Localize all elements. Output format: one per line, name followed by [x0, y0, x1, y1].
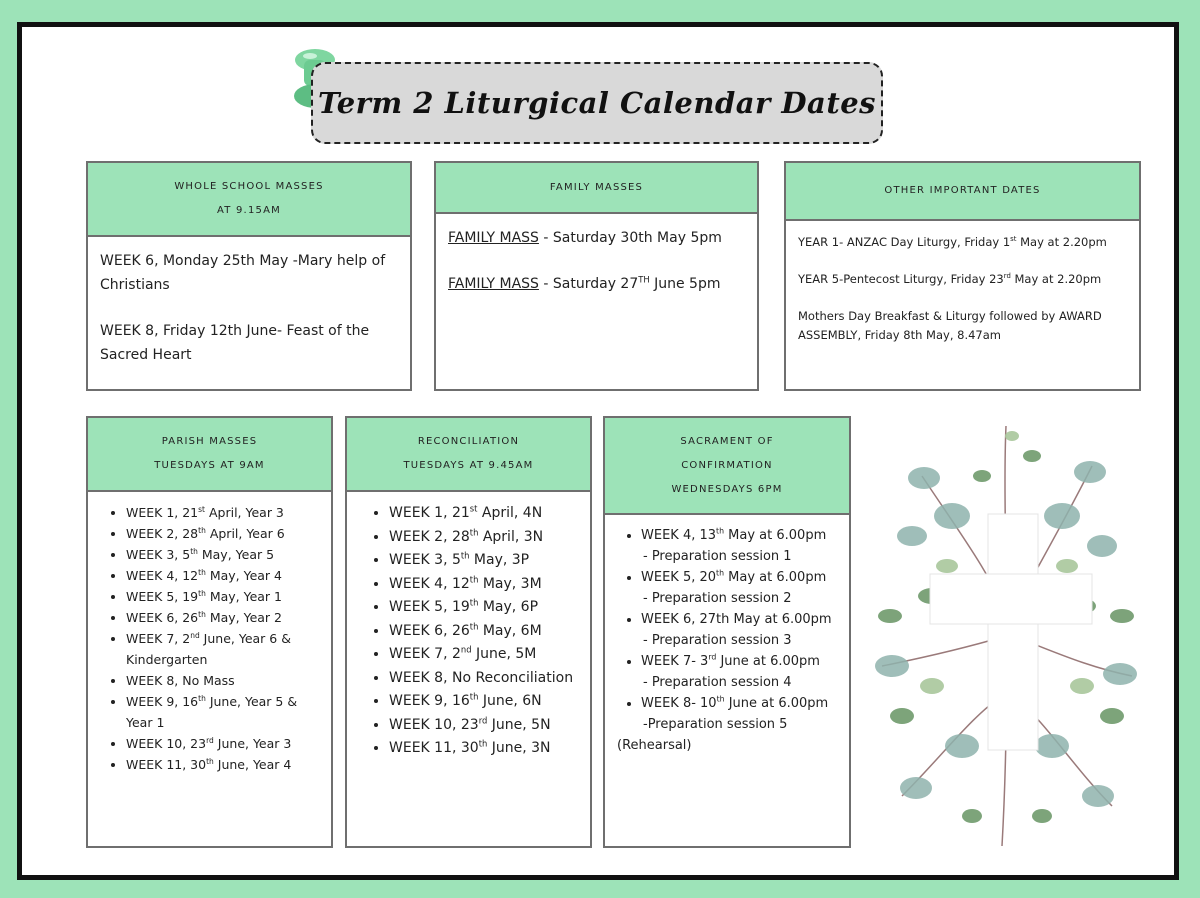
list-item — [126, 754, 321, 775]
card-subheading: WEDNESDAYS 6PM — [671, 483, 783, 495]
ordinal-suffix: th — [198, 609, 206, 619]
ordinal-suffix: th — [460, 550, 470, 561]
list-item — [126, 733, 321, 754]
ordinal-suffix: th — [198, 693, 206, 703]
cross-with-leaves-illustration — [862, 416, 1150, 852]
item-text: April, Year 3 — [205, 505, 284, 520]
list-item — [126, 586, 321, 607]
parish-masses-list — [104, 502, 321, 775]
item-text: WEEK 6, 26 — [126, 610, 199, 625]
ordinal-suffix: th — [206, 756, 214, 766]
list-item — [641, 651, 841, 693]
item-text: WEEK 4, 12 — [389, 575, 470, 592]
card-heading: PARISH MASSES — [161, 436, 258, 447]
item-subtext: - Preparation session 4 — [643, 675, 792, 690]
family-masses-card — [434, 161, 759, 391]
ordinal-suffix: nd — [460, 644, 472, 655]
ordinal-suffix: th — [469, 573, 479, 584]
card-heading: FAMILY MASSES — [549, 181, 644, 193]
family-mass-label: FAMILY MASS — [448, 230, 539, 246]
other-date-entry: Mothers Day Breakfast & Liturgy followed by AWARD ASSEMBLY, Friday 8th May, 8.47am — [798, 309, 1102, 342]
item-text: April, Year 6 — [205, 526, 285, 541]
item-text: WEEK 8, No Mass — [126, 673, 235, 688]
family-mass-date: - Saturday 27 — [538, 276, 639, 292]
whole-school-entry: WEEK 8, Friday 12th June- Feast of the Sacred Heart — [100, 323, 370, 363]
item-text: April, 3N — [478, 528, 544, 545]
ordinal-suffix: th — [469, 526, 479, 537]
list-item — [389, 502, 580, 526]
item-text: WEEK 5, 19 — [389, 599, 470, 615]
list-item — [126, 691, 321, 733]
list-item — [389, 526, 580, 550]
card-heading: OTHER IMPORTANT DATES — [884, 185, 1041, 196]
ordinal-suffix: th — [478, 738, 488, 749]
item-text: June, 3N — [487, 740, 551, 756]
list-item — [389, 690, 580, 714]
item-text: May at 6.00pm — [724, 528, 827, 543]
item-subtext: - Preparation session 3 — [643, 633, 792, 648]
item-text: June, Year 5 & Year 1 — [126, 694, 298, 730]
item-text: June, Year 4 — [213, 757, 292, 772]
item-text: WEEK 7, 2 — [389, 646, 461, 662]
item-text: June, 5M — [471, 646, 537, 662]
parish-masses-header — [88, 418, 331, 492]
list-item — [126, 628, 321, 670]
ordinal-suffix: th — [469, 597, 479, 608]
list-item — [126, 502, 321, 523]
card-heading: RECONCILIATION — [417, 436, 520, 447]
family-mass-entry — [448, 272, 745, 296]
item-text: May, 6M — [478, 622, 542, 639]
ordinal-suffix: rd — [206, 735, 214, 745]
item-text: WEEK 10, 23 — [126, 736, 207, 751]
item-text: June at 6.00pm — [716, 654, 820, 669]
card-subheading: TUESDAYS AT 9AM — [154, 460, 265, 471]
ordinal-suffix: TH — [638, 274, 650, 285]
list-item — [641, 525, 841, 567]
entry-text: May at 2.20pm — [1010, 272, 1102, 286]
whole-school-masses-header — [88, 163, 410, 237]
ordinal-suffix: th — [198, 525, 206, 535]
list-item — [126, 544, 321, 565]
item-subtext: -Preparation session 5 — [643, 717, 788, 732]
item-text: WEEK 10, 23 — [389, 716, 479, 733]
ordinal-suffix: th — [469, 691, 479, 702]
item-text: May, Year 5 — [197, 547, 275, 562]
item-text: WEEK 7, 2 — [126, 631, 191, 646]
page-title: Term 2 Liturgical Calendar Dates — [317, 86, 877, 120]
family-mass-label: FAMILY MASS — [448, 276, 539, 292]
list-item — [389, 620, 580, 644]
list-item — [641, 567, 841, 609]
item-text: May, Year 1 — [205, 589, 282, 604]
ordinal-suffix: th — [198, 588, 206, 598]
family-masses-header — [436, 163, 757, 214]
ordinal-suffix: st — [469, 503, 478, 514]
item-text: WEEK 2, 28 — [389, 528, 470, 545]
item-text: May, 3P — [469, 552, 530, 568]
item-text: June, 6N — [478, 693, 542, 709]
item-text: June, Year 3 — [213, 736, 292, 751]
confirmation-card — [603, 416, 851, 848]
other-dates-header — [786, 163, 1139, 221]
card-subheading: AT 9.15AM — [217, 205, 281, 216]
item-text: WEEK 3, 5 — [389, 552, 461, 568]
entry-text: May at 2.20pm — [1016, 235, 1107, 249]
item-text: WEEK 6, 26 — [389, 622, 470, 639]
other-date-entry — [798, 233, 1127, 252]
item-text: June, Year 6 & Kindergarten — [126, 631, 291, 667]
card-heading: SACRAMENT OF — [680, 435, 774, 447]
item-text: May at 6.00pm — [724, 570, 827, 585]
item-subtext: - Preparation session 2 — [643, 591, 792, 606]
whole-school-entry: WEEK 6, Monday 25th May -Mary help of Christians — [100, 253, 386, 293]
family-mass-entry — [448, 226, 745, 250]
item-text: WEEK 4, 12 — [126, 568, 199, 583]
ordinal-suffix: st — [198, 504, 205, 514]
title-banner — [311, 62, 883, 144]
ordinal-suffix: th — [190, 546, 198, 556]
item-text: WEEK 4, 13 — [641, 528, 717, 543]
item-text: WEEK 7- 3 — [641, 654, 709, 669]
card-subheading: TUESDAYS AT 9.45AM — [403, 460, 534, 471]
list-item — [126, 523, 321, 544]
cross-icon — [930, 514, 1092, 750]
confirmation-list — [619, 525, 841, 735]
list-item — [389, 549, 580, 573]
whole-school-masses-card — [86, 161, 412, 391]
list-item — [389, 643, 580, 667]
item-text: WEEK 2, 28 — [126, 526, 199, 541]
reconciliation-header — [347, 418, 590, 492]
item-text: May, Year 2 — [205, 610, 282, 625]
ordinal-suffix: nd — [190, 630, 200, 640]
item-text: WEEK 5, 19 — [126, 589, 199, 604]
list-item — [126, 565, 321, 586]
ordinal-suffix: rd — [478, 714, 488, 725]
item-text: WEEK 9, 16 — [389, 693, 470, 709]
card-heading: CONFIRMATION — [681, 459, 773, 471]
entry-text: YEAR 1- ANZAC Day Liturgy, Friday 1 — [798, 235, 1011, 249]
item-text: June at 6.00pm — [724, 696, 829, 711]
item-text: May, 6P — [478, 599, 539, 615]
item-text: WEEK 8- 10 — [641, 696, 717, 711]
entry-text: YEAR 5-Pentecost Liturgy, Friday 23 — [798, 272, 1004, 286]
parish-masses-card — [86, 416, 333, 848]
family-mass-date: - Saturday 30th May 5pm — [538, 230, 722, 246]
item-text: WEEK 11, 30 — [126, 757, 207, 772]
card-heading: WHOLE SCHOOL MASSES — [174, 181, 324, 192]
ordinal-suffix: rd — [1003, 272, 1011, 281]
ordinal-suffix: th — [716, 694, 725, 704]
item-text: WEEK 1, 21 — [389, 505, 470, 521]
ordinal-suffix: th — [716, 526, 725, 536]
item-text: June, 5N — [487, 716, 551, 733]
ordinal-suffix: st — [1010, 235, 1017, 244]
family-mass-time: June 5pm — [649, 276, 721, 292]
item-text: WEEK 9, 16 — [126, 694, 199, 709]
confirmation-header — [605, 418, 849, 515]
item-subtext: - Preparation session 1 — [643, 549, 792, 564]
rehearsal-note: (Rehearsal) — [617, 738, 692, 753]
ordinal-suffix: rd — [708, 652, 717, 662]
list-item — [126, 607, 321, 628]
ordinal-suffix: th — [716, 568, 725, 578]
item-text: WEEK 11, 30 — [389, 740, 479, 756]
item-text: WEEK 8, No Reconciliation — [389, 669, 574, 686]
item-text: WEEK 1, 21 — [126, 505, 199, 520]
ordinal-suffix: th — [469, 620, 479, 631]
item-text: WEEK 5, 20 — [641, 570, 717, 585]
reconciliation-list — [367, 502, 580, 761]
other-date-entry — [798, 270, 1127, 289]
item-text: WEEK 3, 5 — [126, 547, 191, 562]
item-text: April, 4N — [477, 505, 543, 521]
list-item — [389, 667, 580, 691]
item-text: WEEK 6, 27th May at 6.00pm — [641, 612, 832, 627]
list-item — [389, 714, 580, 738]
list-item — [126, 670, 321, 691]
item-text: May, Year 4 — [205, 568, 282, 583]
ordinal-suffix: th — [198, 567, 206, 577]
list-item — [389, 737, 580, 761]
list-item — [389, 596, 580, 620]
list-item — [641, 609, 841, 651]
reconciliation-card — [345, 416, 592, 848]
list-item — [389, 573, 580, 597]
other-dates-card — [784, 161, 1141, 391]
item-text: May, 3M — [478, 575, 542, 592]
list-item — [641, 693, 841, 735]
